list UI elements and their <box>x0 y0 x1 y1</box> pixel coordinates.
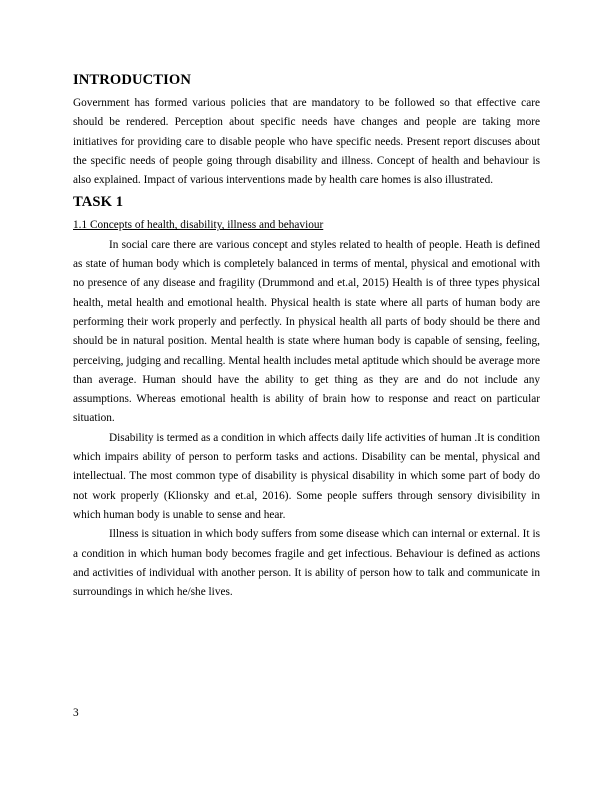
page-number: 3 <box>73 707 79 719</box>
document-body <box>73 71 540 602</box>
introduction-heading: INTRODUCTION <box>73 72 191 88</box>
disability-paragraph: Disability is termed as a condition in which affects daily life activities of human .It is condition which impairs ability of person to perform tasks and actions. Disability can be mental, physical and intellectual. The most common type of disability is physical disability in which some part of body do not work properly (Klionsky and et.al, 2016). Some people suffers through sensory divisibility in which human body is unable to sense and hear. <box>73 431 540 521</box>
illness-paragraph: Illness is situation in which body suffers from some disease which can internal or external. It is a condition in which human body becomes fragile and get infectious. Behaviour is defined as actions and activities of individual with another person. It is ability of person how to talk and communicate in surroundings in which he/she lives. <box>73 528 540 599</box>
health-paragraph: In social care there are various concept and styles related to health of people. Heath is defined as state of human body which is completely balanced in terms of mental, physical and emotional with no presence of any disease and fragility (Drummond and et.al, 2015) Health is of three types physical health, metal health and emotional health. Physical health is state where all parts of human body are performing their work properly and perfectly. In physical health all parts of body should be there and should be in natural position. Mental health is state where human body is capable of sensing, feeling, perceiving, judging and recalling. Mental health includes metal aptitude which should be average more than average. Human should have the ability to get thing as they are and do not include any assumptions. Whereas emotional health is ability of brain how to response and react on particular situation. <box>73 238 540 425</box>
task-heading: TASK 1 <box>73 194 124 211</box>
introduction-paragraph: Government has formed various policies that are mandatory to be followed so that effective care should be rendered. Perception about specific needs have changes and people are taking more initiatives for providing care to disable people who have specific needs. Present report discuses about the specific needs of people going through disability and illness. Concept of health and behaviour is also explained. Impact of various interventions made by health care homes is also illustrated. <box>73 97 540 187</box>
section-heading: 1.1 Concepts of health, disability, illness and behaviour <box>73 219 324 232</box>
